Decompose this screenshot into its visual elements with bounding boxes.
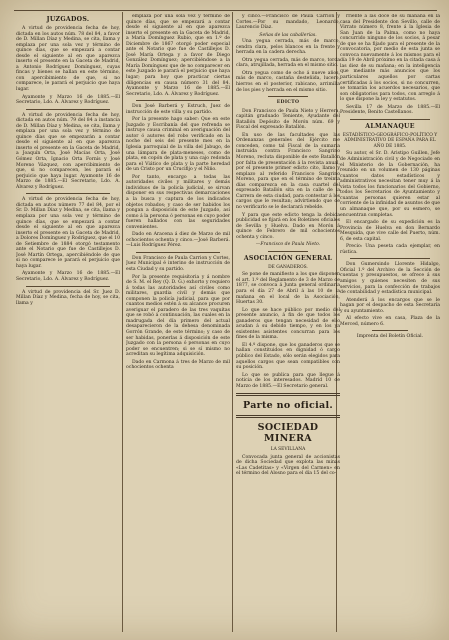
column-2 [126,14,230,630]
paragraph: emplaza por una sola vez y término de quince días, que se empezará a contar desde el siguiente al en que aparezca inserto el presente en la Gaceta de Madrid, a María Domínguez Rubio, que en 1.º de Diciembre de 1867 otorgó poder especial ante el Notario que fue de Castillejos D. José María Ortega y a favor de Diego González Domínguez; apercibiéndose a la María Domínguez que de no comparecer en este Juzgado le parará el perjuicio que haya lugar; para hoy que practicar ciertas diligencias en causa número 31 del 84. Ayamonte y Marzo 16 de 1885.—El Secretario, Ldo. A. Álvarez y Rodríguez. [126,14,230,97]
almanac-subheading: ESTADÍSTICO-GEOGRÁFICO-POLÍTICO Y ADMINISTRATIVO DE ESPAÑA PARA EL AÑO DE 1885. [342,132,438,149]
paragraph: Lo que se hace público por medio del presente anuncio, á fin de que todos los ganaderos que tengan necesidad de ello acudan á su debido tiempo, y en los ya existentes asistentes concurran para los fines de la misma. [236,307,340,341]
paragraph: y cinco.—Francisco de Paula Carrion y Cortes.—Por su mandado, Leonardo, Laurencio Díaz. [236,14,340,31]
top-rule [14,10,437,11]
paragraph: En uso de las facultades que las Ordenanzas generales del Ejército me conceden, como tal Fiscal de la sumaria instruida contra Francisco Sangrino Moreno, recluta disponible de este Batallón por falta de presentación á la revista anual, por el presente primer edicto cito, llamo y emplazo al referido Francisco Sangrino Moreno, para que en el término de treinta días comparezca en la casa cuartel del expresado Batallón sita en la calle de la Carrera de esta ciudad, para contestar á los cargos que le resultan; advirtiendo que de no verificarlo se le declarará rebelde. [236,132,340,210]
paragraph: A virtud de providencia fecha de hoy, dictada en autos núm. 79 del 84 a instancia de D. Millan Díaz y Medina, se cita, llama y emplaza por una sola vez y término de quince días que se empezarán a contar desde el siguiente al en que aparezca inserto el presente en la Gaceta de Madrid, a Joaquín Orta, José Macías Orta, José Gómez Orta, Ignacio Orta Fornís y José Moreno Vázquez, con apercibimiento de que, si no comparecen, les parará el perjuicio que haya lugar. Ayamonte 16 de Marzo de 1885.—El Secretario, Ldo. A. Álvarez y Rodríguez. [16,112,120,190]
separator [372,330,408,331]
paragraph: Dado en Carmona á tres de Marzo de mil ochocientos ochenta [126,359,230,371]
signature: —Francisco de Paula Nieto. [255,242,321,248]
paragraph: Don Francisco de Paula Carrion y Cortes, Juez Municipal é interino de instrucción de esta Ciudad y su partido. [126,255,230,272]
paragraph: A virtud de providencia fecha de hoy, dictada en autos número 77 del 84, por el Sr. D. Millan Díaz y Medina, se cita, llama y emplaza por una sola vez y término de quince días, que se empezará a contar desde el siguiente al en que aparezca inserto el presente en la Gaceta de Madrid, a Dolores Domínguez y Rodríguez, que el 10 de Setiembre de 1884 otorgó testamento ante el Notario que fue de Castillejos D. José Martín Ortega, apercibiéndole de que si no comparece le parará el perjuicio que haya lugar. [16,197,120,269]
paragraph: Otra yegua como de ocho á nueve años, más de marco, castaña desteñida, lucero, hierros en el posterior, rabicano, arrimilla de los pies y herrada en el mismo sitio. [236,70,340,93]
association-subheading: DE GANADEROS. [268,264,308,270]
paragraph: Lo que se publica para que llegue á noticia de los interesados. Madrid 10 de Marzo de 1885.—El Secretario general. [236,372,340,389]
separator [26,109,110,110]
paragraph: Dado en Aracena á diez de Marzo de mil ochocientos ochenta y cinco.—José Barberá.—Luis Rodríguez Pérez. [126,232,230,249]
paragraph: Y para que este edicto tenga la debida publicidad se fijará en los Boletines oficiales de Sevilla y Huelva. Dado en Morón á quince de Febrero de mil ochocientos ochenta y cinco. [236,212,340,240]
paragraph: Convocada junta general de accionistas de dicha Sociedad que explota las minas «Las Cadetitas» y «Virgen del Carmen» en el término del Alosno para el día 15 del co- [236,454,340,477]
column-divider [122,12,123,632]
separator [268,251,308,252]
separator [136,100,220,101]
paragraph: Por la presente hago saber: Que en este Juzgado y Escribanía del que refrenda se instruye causa criminal en averiguación del autor ó autores del robo verificado en la noche del seis del presente mes en la Iglesia parroquial de la villa del Jabugo, de una lámpara de plata-meneses, como de plata, en copón de plata y una cajo redonda para el Viático de plata y la parte heredad de un Cristo por un Crucifijo y el Niño. [126,117,230,173]
column-4 [340,14,440,630]
paragraph: Otra yegua cerrada, más de marco, torda clara, atrujillada, herrada en el mismo sitio. [236,57,340,69]
paragraph: Ayamonte y Marzo 16 de 1885.—El Secretario, Ldo. A. Álvarez y Rodríguez. [16,271,120,282]
paragraph: Ayamonte y Marzo 16 de 1885.—El Secretario, Ldo. A. Álvarez y Rodríguez. [16,94,120,106]
paragraph: Don José Barberá y Estruch, Juez de instrucción de este villa y su partido. [126,104,230,115]
paragraph: rriente á las doce de su mañana en la casa del Presidente don Sevillo, calle de Virrato número 8, frente á la Iglesia de San Juan de la Palma, como no haya concurrido ninguno de los socios, á pesar de que se ha fijado para el presente de la convocatoria, por medio de esta junta se convoca nuevamente á los mismos para el día 19 de Abril próximo en la citada casa á las diez de su mañana; en la inteligencia que mediante más anuncios que los particulares aquellos por cartas certificadas á los socios, si no concurren, se tomarán los acuerdos necesarios, que son obligatorios para todos, con arreglo á lo que dispone la ley y estatutos. [340,14,440,103]
paragraph: Precio: Una peseta cada ejemplar, en rústica. [340,244,440,255]
society-subheading: LA SEVILLANA [270,447,306,453]
column-1 [16,14,120,630]
paragraph: Al efecto vive en casa, Plaza de la Merced, número 6. [340,316,440,327]
column-3 [236,14,340,630]
separator [268,96,308,97]
paragraph: Una yegua cerrada, más de marco, cendra clara, pelos blancos en la frente y herrada en la cadera derecha. [236,39,340,56]
paragraph: Don Francisco de Paula Nieto y Herrera, capitán graduado Teniente, Ayudante del Batallón Depósito de Morón núm. 69 y Fiscal del expresado Batallón. [236,108,340,131]
imprint-line: Imprenta del Boletín Oficial. [356,334,424,340]
paragraph: Se pone de manifiesto a los que disponen el art. 1.º del Reglamento de 3 de Marzo de 1877, se convoca á Junta general ordinaria para el día 27 de Abril á las 10 de la mañana en el local de la Asociación, Huertas 30. [236,272,340,306]
section-heading-juzgados: JUZGADOS. [46,16,90,23]
paragraph: A virtud de providencia del Sr. Juez D. Millan Díaz y Medina, fecha de hoy, se cita, llama y [16,289,120,306]
edict-heading: EDICTO [276,100,300,106]
column-divider [232,12,233,632]
almanac-heading: ALMANAQUE [365,122,415,130]
double-separator [236,415,340,418]
separator [350,119,430,120]
separator [350,258,430,259]
separator [26,286,110,287]
paragraph: Atenderá á los encargos que se le hagan por el despacho de esta Secretaría y su ayuntamiento. [340,297,440,314]
paragraph: Por tanto, encargo a todas las autoridades civiles y militares y demás individuos de la policía judicial, se sirvan disponer en sus respectivas demarcaciones a la busca y captura de los indicados objetos robados; y caso de ser habidos los pongan a disposición de este Juzgado, así como á la persona ó personas en cuyo poder fueren hallados con las seguridades convenientes. [126,174,230,230]
association-heading: ASOCIACIÓN GENERAL [243,254,333,262]
paragraph: El encargado de su expedición es la Provincia de Huelva en don Bernardo Mesquida, que vive calle del Puerto, núm. 6, de esta capital. [340,220,440,242]
non-official-heading: Parte no oficial. [243,400,333,412]
subheading-italic: Señas de las caballerías. [259,32,317,38]
paragraph: Su autor, el Sr. D. Aristipo Guillen, Jefe de Administración civil y de Negociado en el Ministerio de la Gobernación, ha reunido en un volumen de 130 páginas cuantos datos estadísticos y administrativos necesitan tener muy á la vista todos los funcionarios del Gobierno, todos los Secretarios de Ayuntamiento y cuantas personas quieren estar al corriente de la infinidad de asuntos de que un almanaque que, por su esmero, se encuentran completas. [340,151,440,218]
paragraph: A virtud de providencia fecha de hoy, dictada en los autos núm. 78 del 84, a favor de D. Millan Díaz y Medina, se cita, llama y emplaza por una sola vez y término de quince días, que se empezará a contar desde el siguiente al en que aparezca inserto el presente en la Gaceta de Madrid, a Antonio Rodríguez Domínguez, cuyas fincas y bienes se hallan en este término, con apercibimiento de que, si no comparece, le parará el perjuicio que haya lugar. [16,26,120,93]
double-separator [236,393,340,396]
paragraph: Don Gumersindo Llorente Hidalgo, Oficial 1.º del Archivo de la Sección de cuentas y presupuestos, se ofrece á sus amigos y quienes necesiten de sus servicios, para la confección de trabajos de contabilidad y estadística municipal. [340,262,440,296]
society-heading: SOCIEDAD MINERA [257,422,319,445]
separator [136,252,220,253]
paragraph: Sevilla 17 de Marzo de 1885.—El Presidente, Benito Castellanos. [340,104,440,116]
paragraph: El 4.º dispone, que los ganaderos que se hallan constituidos en dignidad ó cargo público del Estado, sólo serán elegidos para aquellos cargos que sean compatibles con su posición. [236,342,340,371]
separator [26,193,110,194]
paragraph: Por la presente requisitoria y á nombre de S. M. el Rey (Q. D. G.) exhorto y requiero á todas las autoridades así civiles como militares, guardia civil y demás que componen la policía judicial, para que por cuantos medios estén á su alcance procuren averiguar el paradero de las tres vaquitas que se robó á continuación, las cuales en la madrugada del día primero del actual desaparecieron de la dehesa denominada Gorrón Grande, de este término; y caso de ser habidas, ponerlas á disposición de este Juzgado con la persona ó personas en cuyo poder se encuentren; si se sí mismo no acreditan su legítima adquisición. [126,274,230,358]
